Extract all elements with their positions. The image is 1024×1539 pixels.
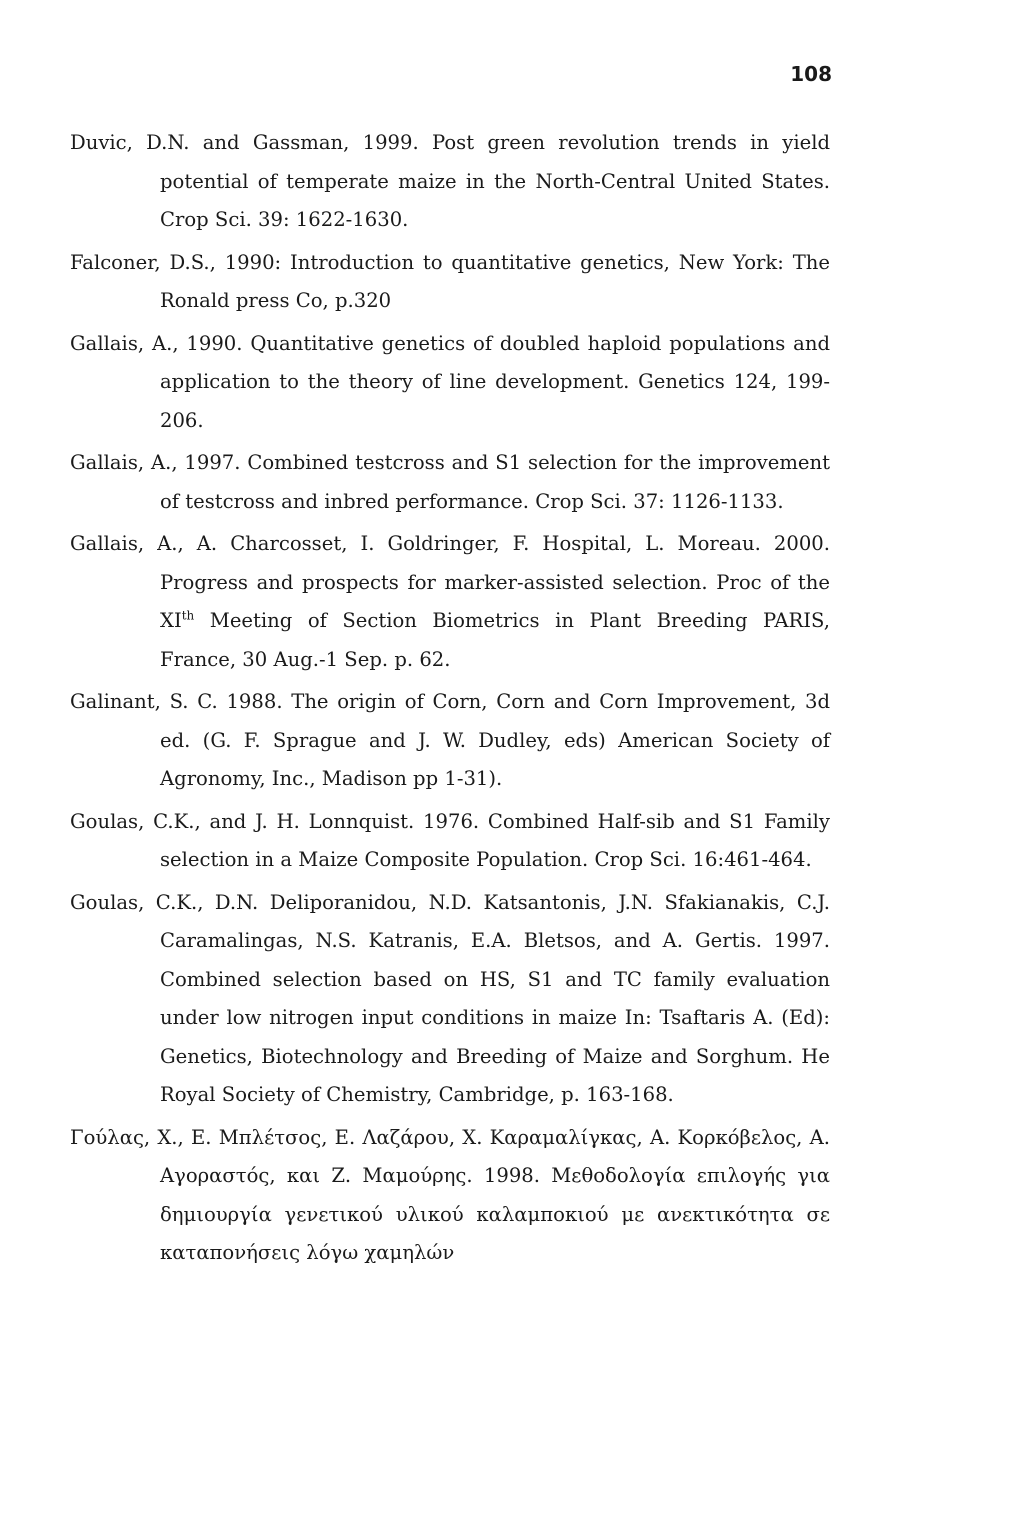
reference-list: [70, 124, 830, 1277]
reference-text: Gallais, A., A. Charcosset, I. Goldringer, F. Hospital, L. Moreau. 2000. Progress and prospects for marker-assisted selection. Proc of the XI: [70, 532, 830, 632]
reference-entry: Falconer, D.S., 1990: Introduction to quantitative genetics, New York: The Ronald press Co, p.320: [70, 250, 830, 312]
reference-text: Meeting of Section Biometrics in Plant Breeding PARIS, France, 30 Aug.-1 Sep. p. 62.: [160, 609, 830, 671]
reference-entry: [70, 525, 830, 679]
page-number: 108: [790, 62, 832, 86]
reference-entry: Γούλας, Χ., Ε. Μπλέτσος, Ε. Λαζάρου, Χ. Καραμαλίγκας, Α. Κορκόβελος, Α. Αγοραστός, και Ζ. Μαμούρης. 1998. Μεθοδολογία επιλογής για δημιουργία γενετικού υλικού καλαμποκιού με ανεκτικότητα σε καταπονήσεις λόγω χαμηλών: [70, 1125, 830, 1264]
superscript: th: [181, 608, 195, 623]
reference-entry: Duvic, D.N. and Gassman, 1999. Post green revolution trends in yield potential of temperate maize in the North-Central United States. Crop Sci. 39: 1622-1630.: [70, 131, 830, 231]
reference-entry: Gallais, A., 1990. Quantitative genetics of doubled haploid populations and application to the theory of line development. Genetics 124, 199-206.: [70, 331, 830, 432]
reference-entry: Gallais, A., 1997. Combined testcross and S1 selection for the improvement of testcross and inbred performance. Crop Sci. 37: 1126-1133.: [70, 451, 830, 513]
reference-entry: Goulas, C.K., and J. H. Lonnquist. 1976. Combined Half-sib and S1 Family selection in a Maize Composite Population. Crop Sci. 16:461-464.: [70, 809, 830, 871]
reference-entry: Galinant, S. C. 1988. The origin of Corn, Corn and Corn Improvement, 3d ed. (G. F. Sprague and J. W. Dudley, eds) American Society of Agronomy, Inc., Madison pp 1-31).: [70, 690, 830, 790]
reference-entry: Goulas, C.K., D.N. Deliporanidou, N.D. Katsantonis, J.N. Sfakianakis, C.J. Caramalingas, N.S. Katranis, E.A. Bletsos, and A. Gertis. 1997. Combined selection based on HS, S1 and TC family evaluation under low nitrogen input conditions in maize In: Tsaftaris A. (Ed): Genetics, Biotechnology and Breeding of Maize and Sorghum. He Royal Society of Chemistry, Cambridge, p. 163-168.: [70, 890, 830, 1106]
